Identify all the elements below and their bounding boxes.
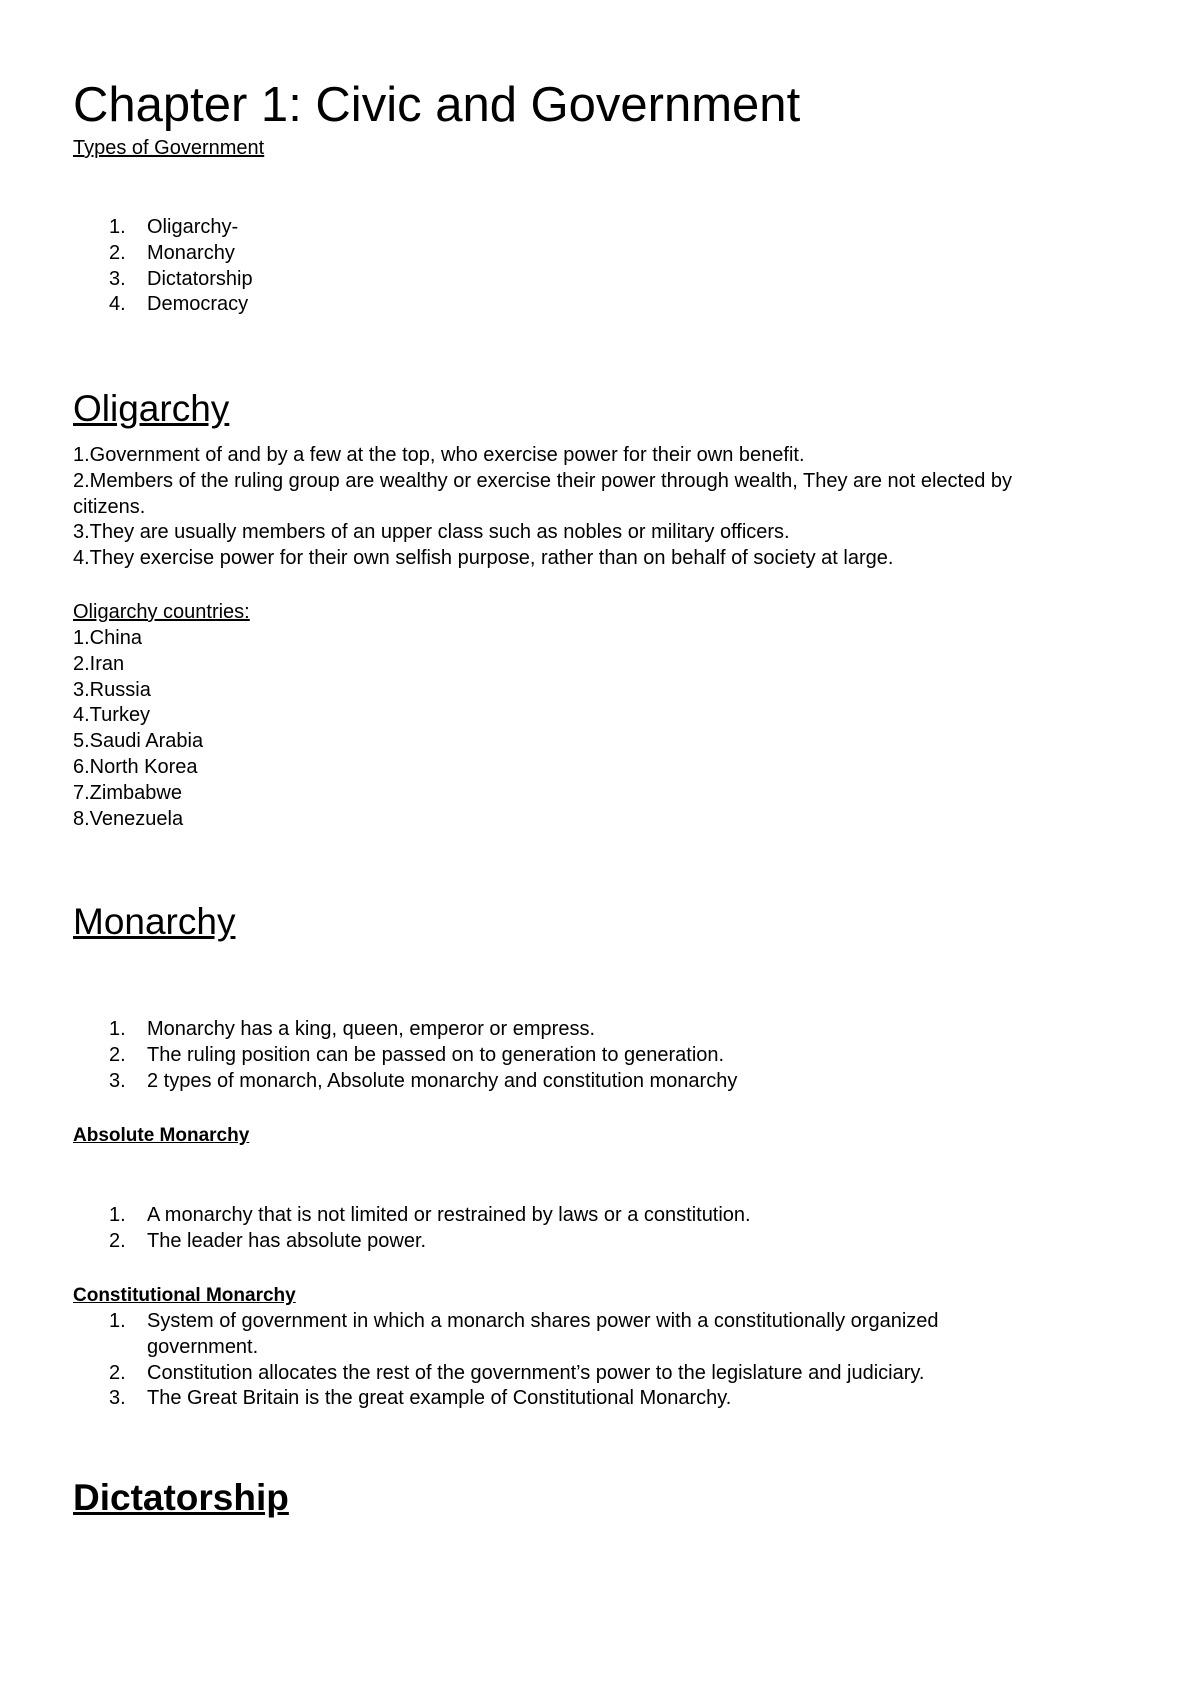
oligarchy-countries-label: Oligarchy countries: [73,601,250,623]
list-item: 1.China [73,627,142,649]
oligarchy-heading: Oligarchy [73,388,230,429]
page-subtitle: Types of Government [73,137,265,159]
list-item: 5.Saudi Arabia [73,730,204,753]
dictatorship-heading: Dictatorship [73,1477,289,1518]
absolute-monarchy-points [73,1203,751,1255]
list-item: 3. Dictatorship [109,267,253,290]
oligarchy-countries-list [73,626,203,832]
list-item: 2. Monarchy [109,241,235,264]
list-item: 4. Democracy [109,293,249,316]
list-item: 3. 2 types of monarch, Absolute monarchy and constitution monarchy [109,1069,738,1092]
list-item: 2. The ruling position can be passed on to generation to generation. [109,1043,725,1066]
list-item: 3. The Great Britain is the great example of Constitutional Monarchy. [109,1387,732,1410]
list-item: 2. The leader has absolute power. [109,1229,427,1252]
list-item: government. [147,1335,259,1358]
list-item: 1. Oligarchy- [109,216,239,238]
page-title: Chapter 1: Civic and Government [73,78,801,132]
constitutional-monarchy-heading: Constitutional Monarchy [73,1285,296,1306]
list-item: 2.Iran [73,652,125,675]
list-item: 6.North Korea [73,755,198,778]
types-list [73,215,253,318]
monarchy-heading: Monarchy [73,901,236,942]
list-item: 4.Turkey [73,704,151,727]
monarchy-points [73,1017,737,1094]
oligarchy-points [73,443,1012,572]
list-item: 1. Monarchy has a king, queen, emperor or empress. [109,1018,595,1040]
list-item: 1.Government of and by a few at the top, who exercise power for their own benefit. [73,444,805,466]
list-item: 3.They are usually members of an upper class such as nobles or military officers. [73,521,790,544]
list-item: 2.Members of the ruling group are wealthy or exercise their power through wealth, They are not elected by [73,469,1013,492]
list-item: 2. Constitution allocates the rest of the government’s power to the legislature and judiciary. [109,1361,925,1384]
absolute-monarchy-heading: Absolute Monarchy [73,1125,250,1146]
list-item: 3.Russia [73,678,151,701]
list-item: citizens. [73,495,146,518]
list-item: 7.Zimbabwe [73,781,182,804]
list-item: 1. A monarchy that is not limited or restrained by laws or a constitution. [109,1204,751,1226]
constitutional-monarchy-points [73,1309,939,1412]
list-item: 4.They exercise power for their own selfish purpose, rather than on behalf of society at large. [73,547,894,570]
list-item: 1. System of government in which a monarch shares power with a constitutionally organized [109,1310,939,1332]
list-item: 8.Venezuela [73,807,184,830]
